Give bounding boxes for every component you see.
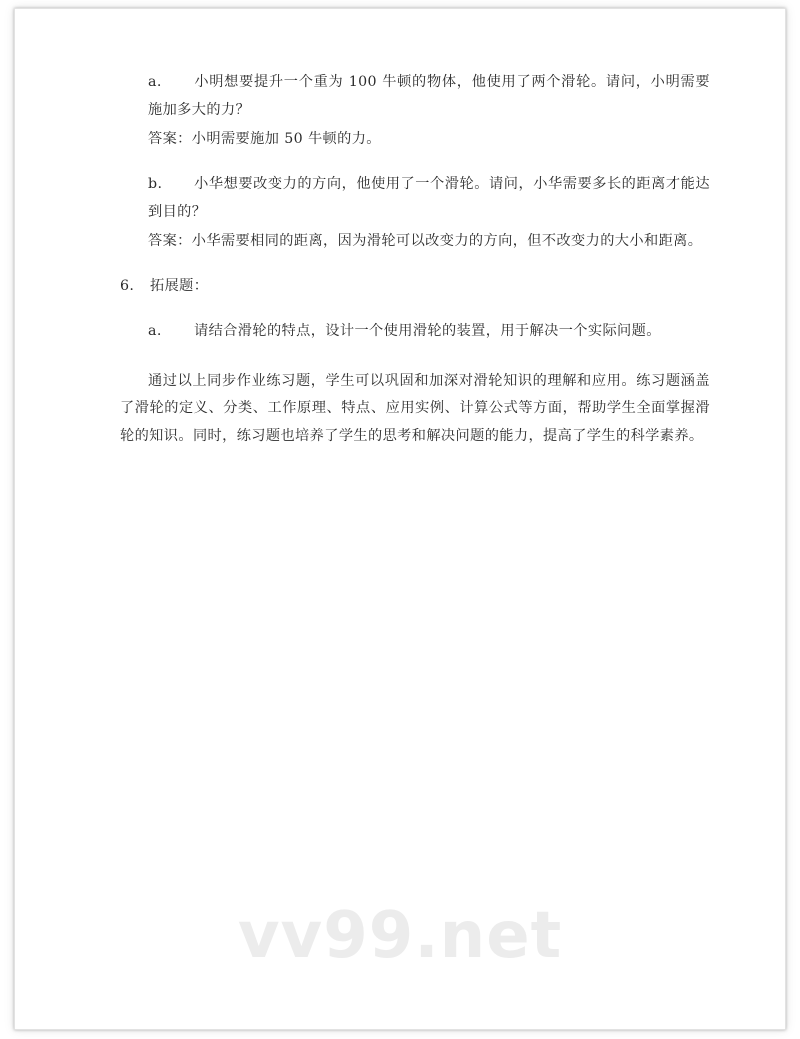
question-6a-text: 请结合滑轮的特点，设计一个使用滑轮的装置，用于解决一个实际问题。 [194, 322, 661, 339]
list-marker-6a: a. [148, 322, 162, 339]
answer-5b [120, 228, 710, 256]
question-5a-text: 小明想要提升一个重为 100 牛顿的物体，他使用了两个滑轮。请问，小明需要施加多大的力？ [148, 74, 710, 118]
list-marker-b: b. [148, 176, 163, 193]
list-marker-a: a. [148, 74, 162, 90]
question-6a [120, 318, 710, 346]
document-page [14, 8, 786, 1030]
question-5b-text: 小华想要改变力的方向，他使用了一个滑轮。请问，小华需要多长的距离才能达到目的？ [148, 176, 710, 220]
list-item-6-text: 拓展题： [150, 278, 209, 295]
watermark: vv99.net [237, 899, 563, 973]
answer-5a-text: 答案：小明需要施加 50 牛顿的力。 [148, 131, 381, 148]
answer-5a [120, 126, 710, 154]
summary-paragraph: 通过以上同步作业练习题，学生可以巩固和加深对滑轮知识的理解和应用。练习题涵盖了滑轮的定义、分类、工作原理、特点、应用实例、计算公式等方面，帮助学生全面掌握滑轮的知识。同时，练习题也培养了学生的思考和解决问题的能力，提高了学生的科学素养。 [120, 372, 710, 444]
list-marker-6: 6. [120, 278, 135, 295]
question-5b [120, 171, 710, 226]
list-item-6 [120, 273, 710, 301]
document-content [120, 69, 710, 453]
question-5a [120, 69, 710, 124]
answer-5b-text: 答案：小华需要相同的距离，因为滑轮可以改变力的方向，但不改变力的大小和距离。 [148, 233, 703, 250]
